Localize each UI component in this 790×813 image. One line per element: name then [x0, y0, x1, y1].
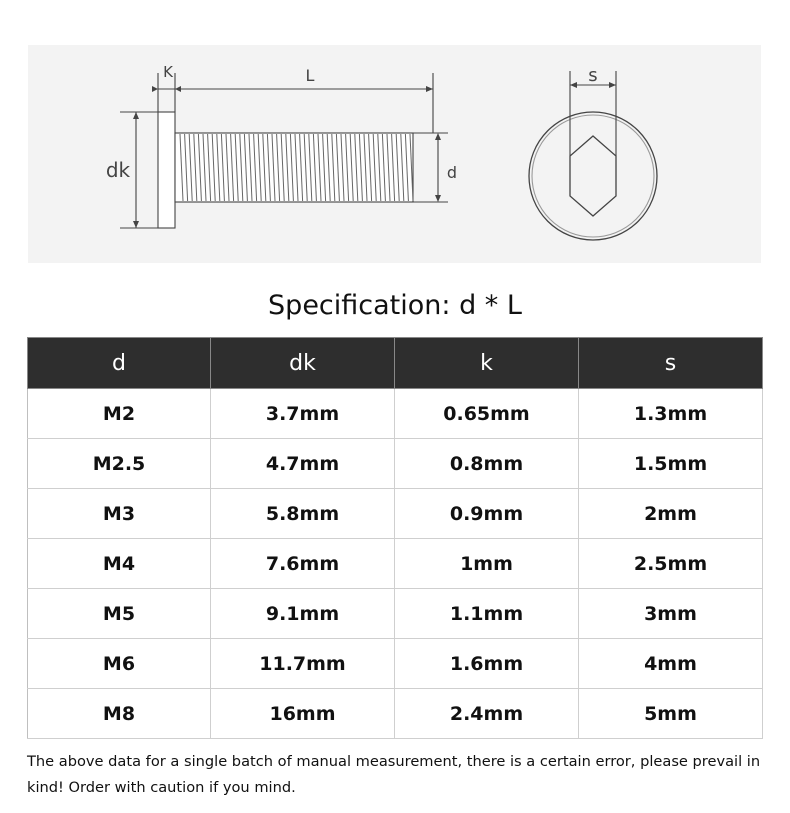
table-row — [28, 489, 763, 539]
screw-technical-drawing — [28, 45, 761, 263]
cell-dk: 4.7mm — [211, 439, 395, 489]
head-end-view — [529, 112, 657, 240]
cell-s: 1.5mm — [579, 439, 763, 489]
cell-d: M5 — [28, 589, 211, 639]
cell-d: M8 — [28, 689, 211, 739]
cell-s: 3mm — [579, 589, 763, 639]
cell-s: 2mm — [579, 489, 763, 539]
screw-head — [158, 112, 175, 228]
column-header-d: d — [28, 338, 211, 389]
table-row — [28, 689, 763, 739]
column-header-s: s — [579, 338, 763, 389]
table-row — [28, 439, 763, 489]
d-label: d — [446, 163, 458, 182]
dk-label: dk — [105, 158, 131, 182]
hex-socket — [570, 136, 616, 216]
table-row — [28, 389, 763, 439]
k-label: K — [163, 63, 173, 81]
cell-s: 2.5mm — [579, 539, 763, 589]
cell-s: 1.3mm — [579, 389, 763, 439]
cell-d: M2.5 — [28, 439, 211, 489]
cell-dk: 5.8mm — [211, 489, 395, 539]
screw-shank — [175, 133, 413, 202]
cell-dk: 3.7mm — [211, 389, 395, 439]
column-header-k: k — [395, 338, 579, 389]
cell-k: 2.4mm — [395, 689, 579, 739]
column-header-dk: dk — [211, 338, 395, 389]
cell-d: M6 — [28, 639, 211, 689]
cell-k: 0.9mm — [395, 489, 579, 539]
specification-title: Specification: d * L — [268, 290, 522, 321]
cell-d: M3 — [28, 489, 211, 539]
cell-s: 4mm — [579, 639, 763, 689]
cell-k: 1.1mm — [395, 589, 579, 639]
cell-k: 1.6mm — [395, 639, 579, 689]
l-label: L — [305, 66, 315, 85]
cell-d: M4 — [28, 539, 211, 589]
table-row — [28, 539, 763, 589]
cell-k: 1mm — [395, 539, 579, 589]
cell-k: 0.65mm — [395, 389, 579, 439]
cell-dk: 11.7mm — [211, 639, 395, 689]
s-label: s — [588, 65, 598, 86]
table-row — [28, 589, 763, 639]
cell-dk: 7.6mm — [211, 539, 395, 589]
measurement-note: The above data for a single batch of manual measurement, there is a certain error, please prevail in kind! Order with caution if you mind. — [27, 753, 761, 796]
cell-dk: 9.1mm — [211, 589, 395, 639]
cell-k: 0.8mm — [395, 439, 579, 489]
cell-dk: 16mm — [211, 689, 395, 739]
specification-table — [27, 337, 763, 739]
table-row — [28, 639, 763, 689]
cell-d: M2 — [28, 389, 211, 439]
cell-s: 5mm — [579, 689, 763, 739]
table-header-row — [28, 338, 763, 389]
